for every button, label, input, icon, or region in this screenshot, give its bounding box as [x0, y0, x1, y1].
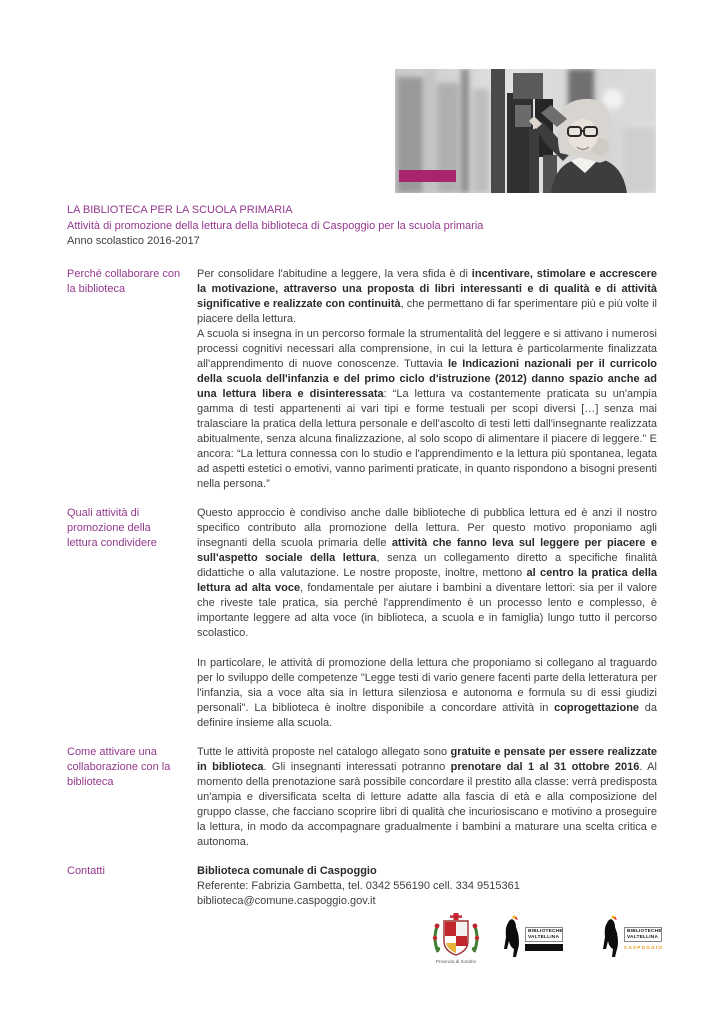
section-label: Contatti: [67, 864, 105, 877]
paragraph: Tutte le attività proposte nel catalogo allegato sono gratuite e pensate per essere realizzate in biblioteca. Gli insegnanti interessati potranno prenotare dal 1 al 31 ottobre 2016. Al momento della prenotazione sarà possibile concordare il prestito alla classe: verrà predisposta un'ampia e diversificata scelta di letture adatte alla fascia di età e alla composizione del gruppo classe, che facciano scoprire libri di qualità che incuriosiscano e motivino a proseguire la lettura, in modo da accompagnare gradualmente i bambini a maturare una scelta critica e autonoma.: [197, 745, 658, 848]
photo-accent-bar: [399, 170, 456, 182]
provincia-di-sondrio-crest-icon: [430, 912, 482, 958]
paragraph: Per consolidare l'abitudine a leggere, la vera sfida è di incentivare, stimolare e accrescere la motivazione, attraverso una proposta di libri interessanti e di qualità e di attività significative e realizzate con continuità, che permettano di far sperimentare più e più volte il piacere della lettura.: [197, 267, 658, 325]
provincia-di-sondrio-caption: Provincia di Sondrio: [435, 959, 477, 964]
section-body: [197, 864, 657, 909]
contact-referent: Referente: Fabrizia Gambetta, tel. 0342 556190 cell. 334 9515361: [197, 879, 520, 892]
paragraph: Questo approccio è condiviso anche dalle biblioteche di pubblica lettura ed è anzi il nostro specifico contributo alla promozione della lettura. Per questo motivo proponiamo agli insegnanti della scuola primaria delle attività che fanno leva sul leggere per piacere e sull'aspetto sociale della lettura, senza un collegamento diretto a specifiche finalità didattiche o alla valutazione. Le nostre proposte, inoltre, mettono al centro la pratica della lettura ad alta voce, fondamentale per aiutare i bambini a diventare lettori: sia per il valore che riveste tale pratica, sia perché l'apprendimento è un processo lento e complesso, è importante leggere ad alta voce (in biblioteca, a scuola e in famiglia) lungo tutto il percorso scolastico.: [197, 506, 658, 639]
biblioteche-valtellina-caspoggio-logo: [603, 915, 662, 957]
contact-organization: Biblioteca comunale di Caspoggio: [197, 864, 377, 877]
school-year: Anno scolastico 2016-2017: [67, 235, 200, 247]
paragraph: A scuola si insegna in un percorso formale la strumentalità del leggere e si attivano i numerosi processi cognitivi necessari alla comprensione, in cui la lettura è particolarmente finalizzata all'apprendimento di nuove conoscenze. Tuttavia le Indicazioni nazionali per il curricolo della scuola dell'infanzia e del primo ciclo d'istruzione (2012) danno spazio anche ad una lettura libera e disinteressata: “La lettura va costantemente praticata su un'ampia gamma di testi appartenenti ai vari tipi e forme testuali per scopi diversi […] senza mai tralasciare la pratica della lettura personale e dell'ascolto di testi letti dall'insegnante realizzata abitualmente, senza alcuna finalizzazione, al solo scopo di alimentare il piacere di leggere.” E ancora: “La lettura connessa con lo studio e l'apprendimento e la lettura più spontanea, legata ad aspetti estetici o emotivi, vanno parimenti praticate, in quanto rispondono a bisogni presenti nella persona.”: [197, 327, 657, 490]
biblioteche-valtellina-label: BIBLIOTECHE VALTELLINA: [624, 927, 662, 942]
section-label: Quali attività di promozione della lettura condividere: [67, 506, 157, 549]
section-label: Come attivare una collaborazione con la biblioteca: [67, 745, 171, 788]
section-contatti: [67, 864, 657, 909]
section-label: Perché collaborare con la biblioteca: [67, 267, 181, 295]
section-body: [197, 267, 657, 492]
hero-photo: [395, 69, 656, 193]
page-title: LA BIBLIOTECA PER LA SCUOLA PRIMARIA: [67, 204, 293, 216]
section-quali-attivita: [67, 506, 657, 731]
biblioteche-valtellina-logo: [504, 915, 563, 957]
biblioteche-valtellina-bar: [525, 944, 563, 951]
contact-email: biblioteca@comune.caspoggio.gov.it: [197, 894, 376, 907]
paragraph: In particolare, le attività di promozione della lettura che proponiamo si collegano al traguardo per lo sviluppo delle competenze "Legge testi di vario genere facenti parte della letteratura per l'infanzia, sia a voce alta sia in lettura silenziosa e autonoma e formula su di essi giudizi personali". La biblioteca è inoltre disponibile a concordare attività in coprogettazione da definire insieme alla scuola.: [197, 656, 658, 729]
ibex-icon: [504, 915, 522, 957]
provincia-di-sondrio-logo: [424, 912, 488, 964]
section-come-attivare: [67, 745, 657, 850]
caspoggio-label: CASPOGGIO: [624, 945, 664, 951]
section-perche-collaborare: [67, 267, 657, 492]
section-body: [197, 506, 657, 731]
content-column: [67, 203, 657, 923]
title-block: [67, 203, 657, 250]
page-subtitle: Attività di promozione della lettura della biblioteca di Caspoggio per la scuola primaria: [67, 219, 484, 232]
ibex-icon: [603, 915, 621, 957]
section-body: [197, 745, 657, 850]
biblioteche-valtellina-label: BIBLIOTECHE VALTELLINA: [525, 927, 563, 942]
footer-logos: [424, 912, 702, 964]
